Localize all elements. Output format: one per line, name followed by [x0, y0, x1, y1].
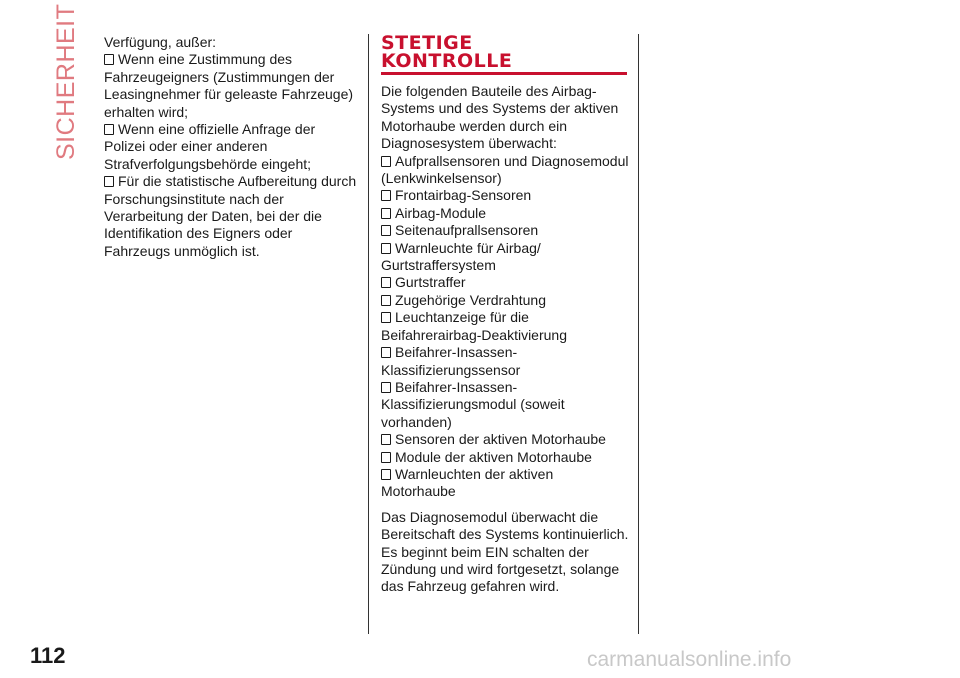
checkbox-bullet-icon: [104, 124, 114, 135]
right-bullet: Frontairbag-Sensoren: [381, 187, 631, 204]
section-tab-label: SICHERHEIT: [52, 3, 80, 160]
right-column: [381, 34, 631, 596]
checkbox-bullet-icon: [381, 208, 391, 219]
checkbox-bullet-icon: [381, 469, 391, 480]
right-bullet: Gurtstraffer: [381, 274, 631, 291]
column-divider-left: [368, 34, 369, 634]
left-bullet: Für die statistische Aufbereitung durch Forschungsinstitute nach der Verarbeitung der Daten, bei der die Identifikation des Eigners oder Fahrzeugs unmöglich ist.: [104, 173, 357, 259]
heading-underline: [381, 72, 627, 75]
checkbox-bullet-icon: [381, 312, 391, 323]
right-bullet: Warnleuchten der aktiven Motorhaube: [381, 465, 554, 500]
checkbox-bullet-icon: [381, 347, 391, 358]
checkbox-bullet-icon: [381, 295, 391, 306]
right-closing: Das Diagnosemodul überwacht die Bereitschaft des Systems kontinuierlich. Es beginnt beim EIN schalten der Zündung und wird fortgesetzt, solange das Fahrzeug gefahren wird.: [381, 508, 629, 595]
right-bullet: Beifahrer-Insassen- Klassifizierungsmodul (soweit vorhanden): [381, 378, 565, 430]
right-bullet: Zugehörige Verdrahtung: [381, 292, 631, 309]
right-bullet: Warnleuchte für Airbag/ Gurtstraffersystem: [381, 239, 541, 274]
section-heading: STETIGE KONTROLLE: [381, 32, 513, 72]
left-intro: Verfügung, außer:: [104, 34, 217, 50]
right-bullet: Aufprallsensoren und Diagnosemodul (Lenkwinkelsensor): [381, 152, 629, 187]
right-bullet: Sensoren der aktiven Motorhaube: [381, 431, 631, 448]
checkbox-bullet-icon: [381, 452, 391, 463]
right-bullet: Airbag-Module: [381, 205, 631, 222]
left-bullet: Wenn eine Zustimmung des Fahrzeugeigners (Zustimmungen der Leasingnehmer für geleaste Fahrzeuge) erhalten wird;: [104, 51, 354, 120]
page-number: 112: [30, 643, 66, 668]
checkbox-bullet-icon: [381, 434, 391, 445]
right-bullet: Beifahrer-Insassen- Klassifizierungssensor: [381, 344, 521, 378]
checkbox-bullet-icon: [104, 54, 114, 65]
checkbox-bullet-icon: [381, 156, 391, 167]
right-bullet: Seitenaufprallsensoren: [381, 222, 631, 239]
right-intro: Die folgenden Bauteile des Airbag-Systems und des Systems der aktiven Motorhaube werden durch ein Diagnosesystem überwacht:: [381, 83, 619, 152]
left-column: [104, 34, 358, 260]
checkbox-bullet-icon: [381, 382, 391, 393]
checkbox-bullet-icon: [381, 277, 391, 288]
checkbox-bullet-icon: [381, 190, 391, 201]
watermark-text: carmanualsonline.info: [587, 648, 792, 671]
left-bullet: Wenn eine offizielle Anfrage der Polizei oder einer anderen Strafverfolgungsbehörde eingeht;: [104, 121, 316, 172]
checkbox-bullet-icon: [104, 176, 114, 187]
checkbox-bullet-icon: [381, 243, 391, 254]
right-bullet: Module der aktiven Motorhaube: [381, 449, 631, 466]
column-divider-right: [638, 34, 639, 634]
right-bullet: Leuchtanzeige für die Beifahrerairbag-Deaktivierung: [381, 309, 567, 343]
checkbox-bullet-icon: [381, 225, 391, 236]
